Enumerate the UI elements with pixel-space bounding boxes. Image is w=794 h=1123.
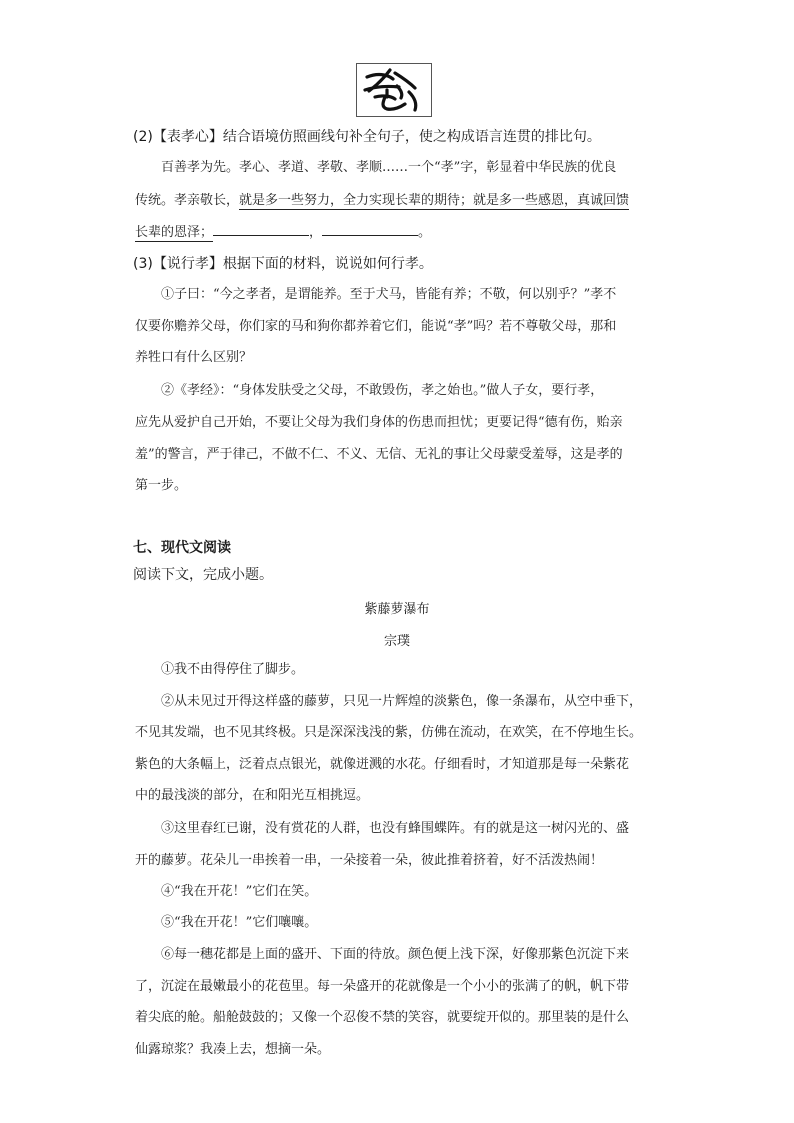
article-line: ④“我在开花！”它们在笑。 [161, 884, 318, 899]
material-line: ②《孝经》：“身体发肤受之父母，不敢毁伤，孝之始也。”做人子女，要行孝， [161, 383, 604, 398]
article-title: 紫藤萝瀑布 [364, 602, 430, 617]
article-line: ②从未见过开得这样盛的藤萝，只见一片辉煌的淡紫色，像一条瀑布，从空中垂下， [161, 694, 643, 709]
instruction-text: 阅读下文，完成小题。 [133, 567, 273, 583]
material-line: 第一步。 [135, 478, 188, 493]
passage-text: ， [309, 225, 323, 240]
question-2-label: (2)【表孝心】结合语境仿照画线句补全句子，使之构成语言连贯的排比句。 [133, 129, 601, 145]
article-line: ⑥每一穗花都是上面的盛开、下面的待放。颜色便上浅下深，好像那紫色沉淀下来 [161, 947, 630, 962]
article-line: 仙露琼浆？我凑上去，想摘一朵。 [135, 1042, 331, 1057]
passage-text: 。 [418, 225, 432, 240]
material-line: 养牲口有什么区别？ [135, 350, 253, 365]
underlined-sentence: 长辈的恩泽； [135, 225, 214, 240]
article-line: ⑤“我在开花！”它们嚷嚷。 [161, 915, 318, 930]
article-line: ③这里春红已谢，没有赏花的人群，也没有蜂围蝶阵。有的就是这一树闪光的、盛 [161, 821, 630, 836]
material-line: 应先从爱护自己开始，不要让父母为我们身体的伤患而担忧；更要记得“德有伤，贻亲 [135, 415, 623, 430]
article-line: ①我不由得停住了脚步。 [161, 662, 305, 677]
question-3-label: (3)【说行孝】根据下面的材料，说说如何行孝。 [133, 256, 433, 272]
answer-blank-2[interactable] [322, 223, 418, 236]
material-line: 羞”的警言，严于律己，不做不仁、不义、无信、无礼的事让父母蒙受羞辱，这是孝的 [135, 447, 623, 462]
article-line: 开的藤萝。花朵儿一串挨着一串，一朵接着一朵，彼此推着挤着，好不活泼热闹！ [135, 853, 604, 868]
passage-text: 传统。孝亲敬长， [135, 193, 240, 208]
material-line: 仅要你赡养父母，你们家的马和狗你都养着它们，能说“孝”吗？若不尊敬父母，那和 [135, 319, 617, 334]
passage-line [135, 191, 629, 211]
passage-line [135, 223, 431, 243]
seal-character-figure [356, 63, 432, 117]
section-title: 七、现代文阅读 [133, 540, 231, 556]
article-line: 了，沉淀在最嫩最小的花苞里。每一朵盛开的花就像是一个小小的张满了的帆，帆下带 [135, 979, 630, 994]
underlined-sentence: 就是多一些努力，全力实现长辈的期待；就是多一些感恩，真诚回馈 [239, 193, 630, 208]
article-line: 中的最浅淡的部分，在和阳光互相挑逗。 [135, 788, 370, 803]
article-line: 着尖底的舱。船舱鼓鼓的；又像一个忍俊不禁的笑容，就要绽开似的。那里装的是什么 [135, 1010, 630, 1025]
seal-character-xiao-icon [357, 64, 431, 116]
article-line: 紫色的大条幅上，泛着点点银光，就像迸溅的水花。仔细看时，才知道那是每一朵紫花 [135, 757, 630, 772]
passage-line: 百善孝为先。孝心、孝道、孝敬、孝顺……一个“孝”字，彰显着中华民族的优良 [161, 160, 617, 175]
article-author: 宗璞 [383, 634, 410, 649]
article-line: 不见其发端，也不见其终极。只是深深浅浅的紫，仿佛在流动，在欢笑，在不停地生长。 [135, 725, 643, 740]
material-line: ①子曰：“今之孝者，是谓能养。至于犬马，皆能有养；不敬，何以别乎？”孝不 [161, 287, 617, 302]
answer-blank-1[interactable] [213, 223, 309, 236]
